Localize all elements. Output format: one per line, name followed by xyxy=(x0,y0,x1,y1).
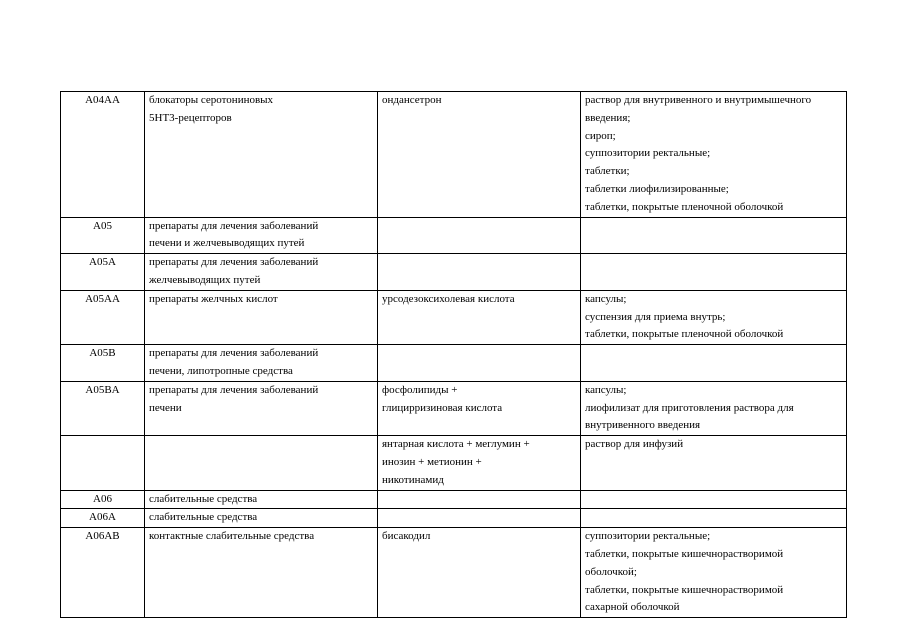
table-row xyxy=(61,290,847,344)
drug-cell xyxy=(378,345,581,382)
drug-line: бисакодил xyxy=(382,530,431,543)
dosage-form-line: капсулы; xyxy=(585,383,627,396)
dosage-forms-cell xyxy=(581,436,847,490)
group-cell xyxy=(145,490,378,509)
atc-code-cell xyxy=(61,254,145,291)
drug-cell xyxy=(378,217,581,254)
drug-classification-table xyxy=(60,91,847,618)
dosage-form-line: капсулы; xyxy=(585,292,627,305)
atc-code-cell xyxy=(61,290,145,344)
atc-code: A04AA xyxy=(85,94,120,106)
atc-code: A05BA xyxy=(85,383,120,396)
group-line: слабительные средства xyxy=(149,492,258,505)
drug-line: ондансетрон xyxy=(382,94,442,106)
dosage-form-line: раствор для инфузий xyxy=(585,438,684,451)
group-line: препараты для лечения заболеваний xyxy=(149,219,319,232)
table-row xyxy=(61,217,847,254)
table-row xyxy=(61,345,847,382)
table-body xyxy=(61,92,847,618)
group-cell xyxy=(145,92,378,218)
atc-code: A06 xyxy=(93,492,112,505)
atc-code-cell xyxy=(61,345,145,382)
dosage-form-line: суппозитории ректальные; xyxy=(585,530,711,543)
group-line: блокаторы серотониновых xyxy=(149,94,274,106)
group-line: контактные слабительные средства xyxy=(149,530,315,543)
drug-line: глицирризиновая кислота xyxy=(382,401,503,414)
dosage-form-line: таблетки, покрытые кишечнорастворимой xyxy=(585,583,784,596)
dosage-form-line: таблетки, покрытые пленочной оболочкой xyxy=(585,200,784,213)
dosage-form-line: сахарной оболочкой xyxy=(585,601,680,614)
group-cell xyxy=(145,345,378,382)
dosage-form-line: лиофилизат для приготовления раствора для xyxy=(585,401,794,414)
atc-code: A06AB xyxy=(85,530,120,543)
dosage-form-line: внутривенного введения xyxy=(585,419,701,432)
atc-code-cell xyxy=(61,217,145,254)
group-line: препараты для лечения заболеваний xyxy=(149,256,319,269)
table-row xyxy=(61,381,847,435)
dosage-form-line: раствор для внутривенного и внутримышечного xyxy=(585,94,812,106)
dosage-forms-cell xyxy=(581,254,847,291)
drug-line: фосфолипиды + xyxy=(382,383,458,396)
dosage-form-line: таблетки лиофилизированные; xyxy=(585,182,729,195)
group-line: печени xyxy=(149,401,182,414)
dosage-form-line: суппозитории ректальные; xyxy=(585,147,711,160)
dosage-form-line: суспензия для приема внутрь; xyxy=(585,310,726,323)
atc-code: A05B xyxy=(89,347,116,360)
atc-code: A05A xyxy=(89,256,116,269)
atc-code: A05AA xyxy=(85,292,120,305)
group-line: препараты желчных кислот xyxy=(149,292,278,305)
dosage-forms-cell xyxy=(581,381,847,435)
table-row xyxy=(61,509,847,528)
atc-code-cell xyxy=(61,92,145,218)
dosage-form-line: таблетки, покрытые кишечнорастворимой xyxy=(585,547,784,560)
dosage-forms-cell xyxy=(581,345,847,382)
atc-code-cell xyxy=(61,528,145,618)
group-cell xyxy=(145,528,378,618)
drug-cell xyxy=(378,490,581,509)
group-line: препараты для лечения заболеваний xyxy=(149,347,319,360)
drug-line: инозин + метионин + xyxy=(382,455,482,468)
table-row xyxy=(61,92,847,218)
drug-line: урсодезоксихолевая кислота xyxy=(382,292,515,305)
group-line: печени, липотропные средства xyxy=(149,364,293,377)
atc-code: A06A xyxy=(89,511,116,524)
dosage-forms-cell xyxy=(581,528,847,618)
table-row xyxy=(61,490,847,509)
group-cell xyxy=(145,290,378,344)
group-cell xyxy=(145,381,378,435)
atc-code-cell xyxy=(61,436,145,490)
dosage-forms-cell xyxy=(581,290,847,344)
group-cell xyxy=(145,509,378,528)
group-line: слабительные средства xyxy=(149,511,258,524)
drug-line: янтарная кислота + меглумин + xyxy=(382,438,530,451)
group-cell xyxy=(145,254,378,291)
group-line: 5HT3-рецепторов xyxy=(149,111,232,124)
atc-code-cell xyxy=(61,381,145,435)
drug-cell xyxy=(378,509,581,528)
atc-code-cell xyxy=(61,490,145,509)
group-cell xyxy=(145,436,378,490)
dosage-forms-cell xyxy=(581,490,847,509)
drug-cell xyxy=(378,528,581,618)
drug-cell xyxy=(378,290,581,344)
group-cell xyxy=(145,217,378,254)
drug-cell xyxy=(378,92,581,218)
drug-line: никотинамид xyxy=(382,473,444,486)
group-line: печени и желчевыводящих путей xyxy=(149,237,305,250)
dosage-form-line: таблетки; xyxy=(585,165,630,178)
dosage-forms-cell xyxy=(581,92,847,218)
table-row xyxy=(61,436,847,490)
table-row xyxy=(61,528,847,618)
dosage-form-line: введения; xyxy=(585,111,631,124)
drug-cell xyxy=(378,381,581,435)
drug-cell xyxy=(378,254,581,291)
group-line: желчевыводящих путей xyxy=(149,273,261,286)
drug-cell xyxy=(378,436,581,490)
dosage-forms-cell xyxy=(581,217,847,254)
atc-code-cell xyxy=(61,509,145,528)
table-row xyxy=(61,254,847,291)
atc-code: A05 xyxy=(93,219,112,232)
dosage-form-line: сироп; xyxy=(585,129,616,142)
dosage-forms-cell xyxy=(581,509,847,528)
dosage-form-line: оболочкой; xyxy=(585,565,637,578)
group-line: препараты для лечения заболеваний xyxy=(149,383,319,396)
dosage-form-line: таблетки, покрытые пленочной оболочкой xyxy=(585,328,784,341)
